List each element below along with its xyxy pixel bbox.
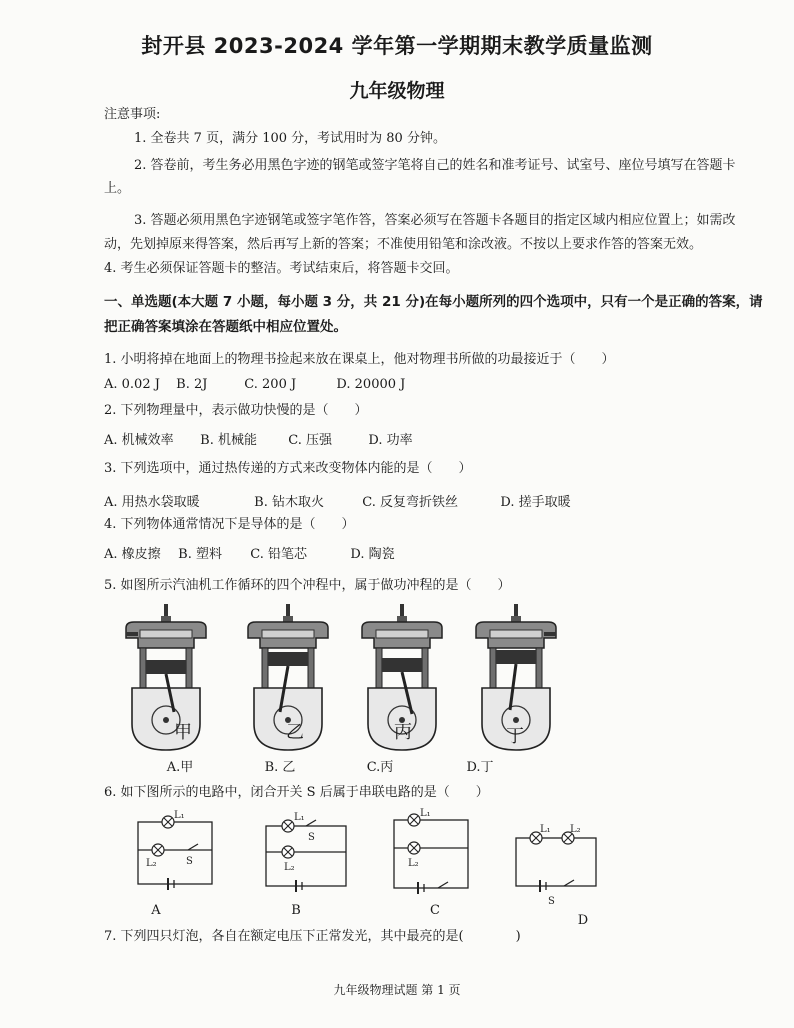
option-b[interactable]: B. 2J [176,377,208,392]
option-d[interactable]: D. 20000 J [336,377,406,392]
option-d[interactable]: D. 陶瓷 [350,547,395,562]
engine-label-bing: 丙 [394,722,412,743]
option-c[interactable]: C. 200 J [244,377,297,392]
circuit-label-a[interactable]: A [151,903,161,918]
section-heading: 一、单选题(本大题 7 小题，每小题 3 分，共 21 分)在每小题所列的四个选项中，只有一个是正确的答案，请 [104,294,763,310]
engine-label-yi: 乙 [286,722,304,743]
question-4-stem: 4. 下列物体通常情况下是导体的是（ ） [104,517,355,532]
circuit-a [138,816,212,890]
note-2: 2. 答卷前，考生务必用黑色字迹的钢笔或签字笔将自己的姓名和准考证号、试室号、座位号填写在答题卡 [134,158,736,173]
label-l1: L₁ [174,810,185,821]
exam-title: 封开县 2023-2024 学年第一学期期末教学质量监测 [141,34,653,58]
label-l2: L₂ [570,824,581,835]
label-s: S [186,856,193,867]
note-3-cont: 动，先划掉原来得答案，然后再写上新的答案；不准使用铅笔和涂改液。不按以上要求作答的答案无效。 [104,237,703,252]
option-d[interactable]: D. 搓手取暖 [500,495,571,510]
option-b[interactable]: B. 钻木取火 [254,495,324,510]
option-c[interactable]: C. 铅笔芯 [250,547,308,562]
circuit-label-b[interactable]: B [291,903,301,918]
option-b[interactable]: B. 塑料 [178,547,222,562]
question-2-stem: 2. 下列物理量中，表示做功快慢的是（ ） [104,403,368,418]
exam-subtitle: 九年级物理 [349,80,445,102]
option-a[interactable]: A.甲 [166,760,194,775]
circuit-figures [128,808,598,908]
question-7-stem: 7. 下列四只灯泡，各自在额定电压下正常发光，其中最亮的是( ) [104,929,521,944]
section-heading-cont: 把正确答案填涂在答题纸中相应位置处。 [104,319,347,335]
option-d[interactable]: D. 功率 [368,433,413,448]
engine-label-jia: 甲 [174,722,192,743]
question-1-options [104,376,744,394]
notes-heading: 注意事项: [104,107,161,122]
option-b[interactable]: B. 乙 [264,760,296,775]
question-3-stem: 3. 下列选项中，通过热传递的方式来改变物体内能的是（ ） [104,461,472,476]
label-l1: L₁ [294,812,305,823]
option-c[interactable]: C.丙 [366,760,394,775]
question-3-options [104,494,744,512]
label-l2: L₂ [408,858,419,869]
option-c[interactable]: C. 压强 [288,433,333,448]
circuit-b [266,820,346,892]
option-d[interactable]: D.丁 [466,760,494,775]
label-s: S [548,896,555,907]
question-6-stem: 6. 如下图所示的电路中，闭合开关 S 后属于串联电路的是（ ） [104,785,489,800]
label-l2: L₂ [284,862,295,873]
question-5-stem: 5. 如图所示汽油机工作循环的四个冲程中，属于做功冲程的是（ ） [104,578,511,593]
label-s: S [308,832,315,843]
circuit-label-c[interactable]: C [430,903,440,918]
note-2-cont: 上。 [104,181,131,196]
label-l1: L₁ [420,808,431,819]
question-1-stem: 1. 小明将掉在地面上的物理书捡起来放在课桌上，他对物理书所做的功最接近于（ ） [104,352,615,367]
page-footer: 九年级物理试题 第 1 页 [333,983,461,997]
label-l1: L₁ [540,824,551,835]
option-a[interactable]: A. 橡皮擦 [104,547,161,562]
option-c[interactable]: C. 反复弯折铁丝 [362,495,459,510]
note-4: 4. 考生必须保证答题卡的整洁。考试结束后，将答题卡交回。 [104,261,459,276]
option-b[interactable]: B. 机械能 [200,433,257,448]
circuit-c [394,814,468,894]
label-l2: L₂ [146,858,157,869]
option-a[interactable]: A. 机械效率 [104,433,174,448]
option-a[interactable]: A. 0.02 J [104,377,160,392]
engine-label-ding: 丁 [506,726,524,747]
note-3: 3. 答题必须用黑色字迹钢笔或签字笔作答，答案必须写在答题卡各题目的指定区域内相应位置上；如需改 [134,213,736,228]
circuit-label-d[interactable]: D [577,913,589,928]
question-2-options [104,432,744,450]
option-a[interactable]: A. 用热水袋取暖 [104,495,200,510]
note-1: 1. 全卷共 7 页，满分 100 分，考试用时为 80 分钟。 [134,131,446,146]
question-4-options [104,546,744,564]
circuit-d [516,832,596,892]
